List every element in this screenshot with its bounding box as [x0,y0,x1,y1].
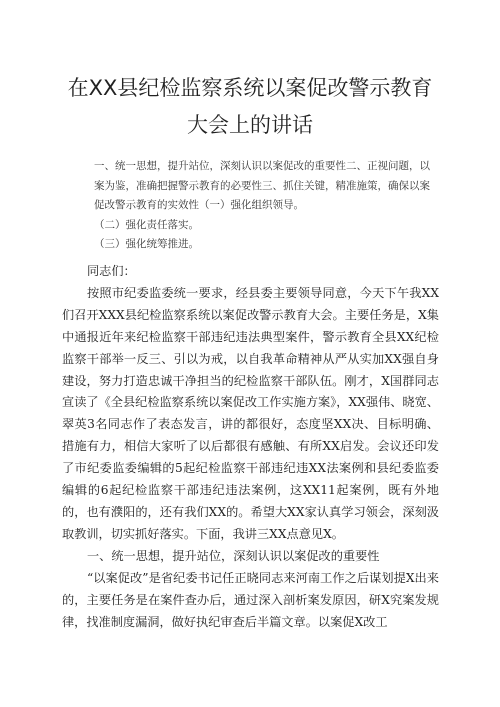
document-title: 在XX县纪检监察系统以案促改警示教育大会上的讲话 [67,76,433,138]
toc-item: （三）强化统筹推进。 [94,238,199,250]
paragraph: “以案促改”是省纪委书记任正晓同志来河南工作之后谋划提X出来的，主要任务是在案件查办后，通过深入剖析案发原因，研X究案发规律，找准制度漏洞，做好执纪审查后半篇文章。以案促X改工 [62,570,439,629]
table-of-contents [94,157,434,255]
toc-item: （二）强化责任落实。 [94,218,199,231]
paragraph: 按照市纪委监委统一要求，经县委主要领导同意，今天下午我XX们召开XXX县纪检监察系统以案促改警示教育大会。主要任务是，X集中通报近年来纪检监察干部违纪违法典型案件，警示教育全县XX纪检监察干部举一反三、引以为戒，以自我革命精神从严从实加XX强自身建设，努力打造忠诚干净担当的纪检监察干部队伍。刚才，X国群同志宣读了《全县纪检监察系统以案促改工作实施方案》，XX强伟、晓宽、翠英3名同志作了表态发言，讲的都很好，态度坚XX决、目标明确、措施有力，相信大家听了以后都很有感触、有所XX启发。会议还印发了市纪委监委编辑的5起纪检监察干部违纪违XX法案例和县纪委监委编辑的6起纪检监察干部违纪违法案例，这XX11起案例，既有外地的，也有濮阳的，还有我们XX的。希望大XX家认真学习领会，深刻汲取教训，切实抓好落实。下面，我讲三XX点意见X。 [62,285,439,541]
greeting: 同志们： [87,264,136,278]
section-heading: 一、统一思想，提升站位，深刻认识以案促改的重要性 [87,548,380,563]
speech-body [62,261,439,633]
toc-intro: 一、统一思想，提升站位，深刻认识以案促改的重要性二、正视问题，以案为鉴，准确把握警示教育的必要性三、抓住关键，精准施策，确保以案促改警示教育的实效性（一）强化组织领导。 [94,160,430,211]
